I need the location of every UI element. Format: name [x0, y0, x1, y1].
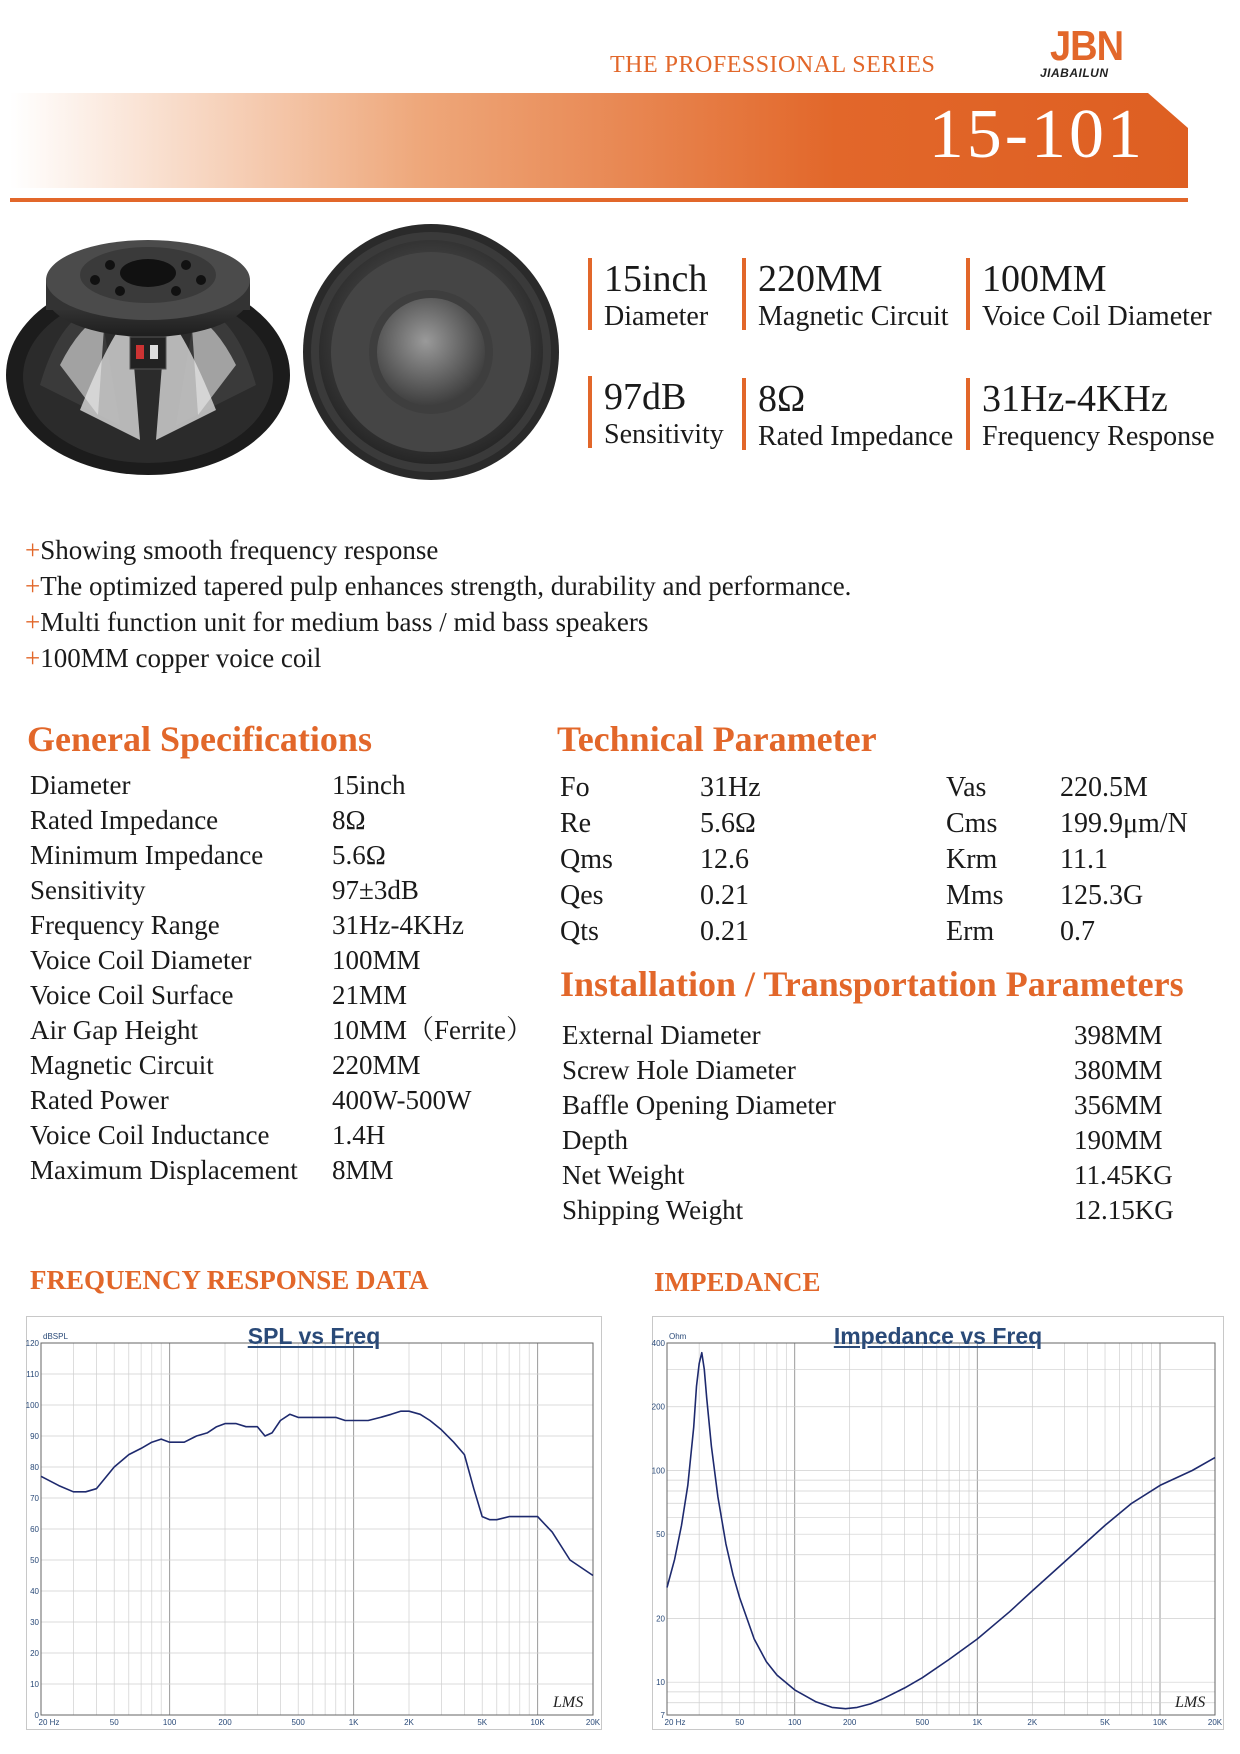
x-tick-label: 5K [1100, 1718, 1110, 1727]
impedance-chart-title: Impedance vs Freq [833, 1323, 1043, 1349]
key-spec-sensitivity [588, 376, 724, 448]
install-value: 356MM [1074, 1090, 1163, 1120]
installation-table [562, 1018, 1174, 1228]
spec-value: 10MM（Ferrite） [332, 1015, 533, 1045]
param-value: 11.1 [1060, 844, 1108, 875]
table-row [560, 878, 1188, 914]
key-spec-label: Magnetic Circuit [758, 301, 949, 332]
x-tick-label: 50 [109, 1718, 119, 1727]
table-row [560, 914, 1188, 950]
spec-value: 8MM [332, 1155, 394, 1185]
param-name: Qts [560, 916, 599, 947]
x-tick-label: 200 [842, 1718, 857, 1727]
param-value: 0.21 [700, 880, 749, 911]
param-value: 220.5M [1060, 772, 1148, 803]
y-tick-label: 80 [30, 1463, 39, 1472]
y-tick-label: 60 [30, 1525, 39, 1534]
y-tick-label: 100 [651, 1466, 665, 1476]
y-tick-label: 10 [656, 1678, 665, 1688]
table-row [560, 806, 1188, 842]
table-row [560, 842, 1188, 878]
watermark-text: LMS [1175, 1694, 1206, 1711]
x-tick-label: 100 [162, 1718, 177, 1727]
impedance-chart [652, 1316, 1224, 1730]
general-spec-table [30, 768, 533, 1188]
param-value: 0.7 [1060, 916, 1095, 947]
feature-list [25, 532, 851, 676]
param-name: Qes [560, 880, 604, 911]
key-spec-value: 8Ω [758, 378, 806, 420]
y-tick-label: 110 [26, 1370, 39, 1379]
y-tick-label: 200 [651, 1402, 665, 1412]
install-value: 398MM [1074, 1020, 1163, 1050]
key-spec-magnetic-circuit [742, 258, 949, 330]
general-spec-heading: General Specifications [27, 719, 372, 759]
install-name: Shipping Weight [562, 1195, 744, 1225]
installation-heading: Installation / Transportation Parameters [560, 964, 1184, 1004]
spec-name: Air Gap Height [30, 1015, 198, 1045]
key-spec-frequency [966, 378, 1215, 450]
spec-name: Rated Impedance [30, 805, 219, 835]
feature-item: +Multi function unit for medium bass / mid bass speakers [25, 607, 649, 637]
spec-value: 21MM [332, 980, 408, 1010]
x-tick-label: 200 [218, 1718, 232, 1727]
y-axis-label: dBSPL [43, 1332, 68, 1341]
technical-heading: Technical Parameter [557, 719, 877, 759]
spec-name: Magnetic Circuit [30, 1050, 214, 1080]
y-tick-label: 50 [656, 1530, 665, 1540]
table-row [30, 943, 533, 978]
spec-value: 1.4H [332, 1120, 386, 1150]
feature-item: +Showing smooth frequency response [25, 535, 439, 565]
install-value: 11.45KG [1074, 1160, 1173, 1190]
spec-value: 5.6Ω [332, 840, 386, 870]
model-number: 15-101 [928, 96, 1145, 173]
spec-value: 8Ω [332, 805, 366, 835]
table-row [30, 1153, 533, 1188]
x-tick-label: 20 Hz [664, 1718, 686, 1727]
param-name: Krm [946, 844, 998, 875]
param-value: 12.6 [700, 844, 749, 875]
spec-name: Voice Coil Diameter [30, 945, 252, 975]
technical-table [560, 770, 1188, 950]
spec-name: Minimum Impedance [30, 840, 264, 870]
table-row [562, 1158, 1174, 1193]
y-tick-label: 40 [30, 1587, 39, 1596]
x-tick-label: 1K [348, 1718, 359, 1727]
install-name: External Diameter [562, 1020, 761, 1050]
install-value: 12.15KG [1074, 1195, 1174, 1225]
param-value: 0.21 [700, 916, 749, 947]
y-tick-label: 30 [30, 1618, 39, 1627]
y-tick-label: 10 [30, 1680, 39, 1689]
spl-chart-plot [27, 1317, 601, 1729]
y-tick-label: 20 [656, 1614, 665, 1624]
table-row [30, 1013, 533, 1048]
y-tick-label: 70 [30, 1494, 39, 1503]
y-tick-label: 400 [651, 1339, 665, 1348]
spl-chart-title: SPL vs Freq [247, 1323, 381, 1349]
table-row [30, 1048, 533, 1083]
key-spec-value: 31Hz-4KHz [982, 378, 1168, 420]
param-name: Vas [946, 772, 987, 803]
param-name: Fo [560, 772, 590, 803]
x-tick-label: 50 [735, 1718, 745, 1727]
x-tick-label: 10K [1152, 1718, 1168, 1727]
key-spec-label: Diameter [604, 301, 709, 332]
param-value: 199.9μm/N [1060, 808, 1188, 839]
y-axis-label: Ohm [669, 1332, 687, 1341]
speaker-rear-view [6, 240, 290, 475]
speaker-front-view [303, 224, 559, 480]
param-name: Erm [946, 916, 995, 947]
key-spec-label: Rated Impedance [758, 421, 954, 452]
spec-name: Frequency Range [30, 910, 220, 940]
x-tick-label: 100 [787, 1718, 802, 1727]
table-row [30, 978, 533, 1013]
series-label: THE PROFESSIONAL SERIES [610, 52, 936, 78]
param-value: 5.6Ω [700, 808, 756, 839]
spec-name: Voice Coil Inductance [30, 1120, 270, 1150]
table-row [562, 1123, 1174, 1158]
table-row [562, 1193, 1174, 1228]
header-rule [10, 198, 1188, 202]
brand-logo [1040, 23, 1150, 84]
x-tick-label: 500 [915, 1718, 930, 1727]
logo-mark: JBN [1050, 23, 1124, 71]
table-row [562, 1088, 1174, 1123]
key-spec-diameter [588, 258, 708, 330]
install-name: Screw Hole Diameter [562, 1055, 796, 1085]
spec-value: 100MM [332, 945, 421, 975]
table-row [30, 1083, 533, 1118]
x-tick-label: 500 [291, 1718, 305, 1727]
x-tick-label: 20K [585, 1718, 601, 1727]
spec-value: 400W-500W [332, 1085, 472, 1115]
x-tick-label: 5K [477, 1718, 488, 1727]
table-row [30, 768, 533, 803]
plot-frame [667, 1343, 1215, 1715]
watermark-text: LMS [553, 1694, 584, 1711]
logo-subtext: JIABAILUN [1040, 66, 1109, 80]
key-spec-value: 97dB [604, 376, 687, 418]
spec-name: Voice Coil Surface [30, 980, 234, 1010]
spl-chart [26, 1316, 602, 1730]
param-name: Re [560, 808, 592, 839]
spec-value: 15inch [332, 770, 406, 800]
impedance-section-title: IMPEDANCE [654, 1267, 821, 1297]
spec-name: Sensitivity [30, 875, 146, 905]
impedance-chart-plot [653, 1317, 1223, 1729]
table-row [562, 1053, 1174, 1088]
spec-name: Maximum Displacement [30, 1155, 298, 1185]
key-spec-value: 15inch [604, 258, 708, 300]
y-tick-label: 90 [30, 1432, 39, 1441]
x-tick-label: 20K [1207, 1718, 1223, 1727]
table-row [30, 908, 533, 943]
spec-name: Diameter [30, 770, 131, 800]
param-name: Cms [946, 808, 998, 839]
frequency-section-title: FREQUENCY RESPONSE DATA [30, 1265, 429, 1295]
y-tick-label: 50 [30, 1556, 39, 1565]
table-row [30, 1118, 533, 1153]
key-spec-label: Sensitivity [604, 419, 724, 450]
spec-value: 31Hz-4KHz [332, 910, 464, 940]
y-tick-label: 7 [660, 1711, 665, 1720]
series-line [667, 1353, 1215, 1709]
install-name: Net Weight [562, 1160, 685, 1190]
y-tick-label: 120 [25, 1339, 39, 1348]
feature-item: +The optimized tapered pulp enhances strength, durability and performance. [25, 571, 852, 601]
x-tick-label: 1K [972, 1718, 983, 1727]
install-name: Baffle Opening Diameter [562, 1090, 836, 1120]
param-value: 31Hz [700, 772, 761, 803]
table-row [562, 1018, 1174, 1053]
x-tick-label: 2K [1027, 1718, 1038, 1727]
spec-value: 97±3dB [332, 875, 419, 905]
install-value: 380MM [1074, 1055, 1163, 1085]
spec-value: 220MM [332, 1050, 421, 1080]
y-tick-label: 20 [30, 1649, 39, 1658]
y-tick-label: 100 [25, 1401, 39, 1410]
x-tick-label: 10K [530, 1718, 545, 1727]
key-spec-value: 100MM [982, 258, 1107, 300]
table-row [560, 770, 1188, 806]
key-spec-label: Frequency Response [982, 421, 1215, 452]
param-name: Qms [560, 844, 613, 875]
key-spec-voice-coil [966, 258, 1212, 330]
param-value: 125.3G [1060, 880, 1144, 911]
x-tick-label: 2K [404, 1718, 414, 1727]
y-tick-label: 0 [34, 1711, 39, 1720]
key-spec-impedance [742, 378, 953, 450]
x-tick-label: 20 Hz [38, 1718, 60, 1727]
param-name: Mms [946, 880, 1004, 911]
speaker-product-image [0, 225, 580, 485]
table-row [30, 838, 533, 873]
key-spec-value: 220MM [758, 258, 883, 300]
table-row [30, 873, 533, 908]
install-value: 190MM [1074, 1125, 1163, 1155]
table-row [30, 803, 533, 838]
feature-item: +100MM copper voice coil [25, 643, 322, 673]
key-spec-label: Voice Coil Diameter [982, 301, 1212, 332]
install-name: Depth [562, 1125, 628, 1155]
spec-name: Rated Power [30, 1085, 169, 1115]
